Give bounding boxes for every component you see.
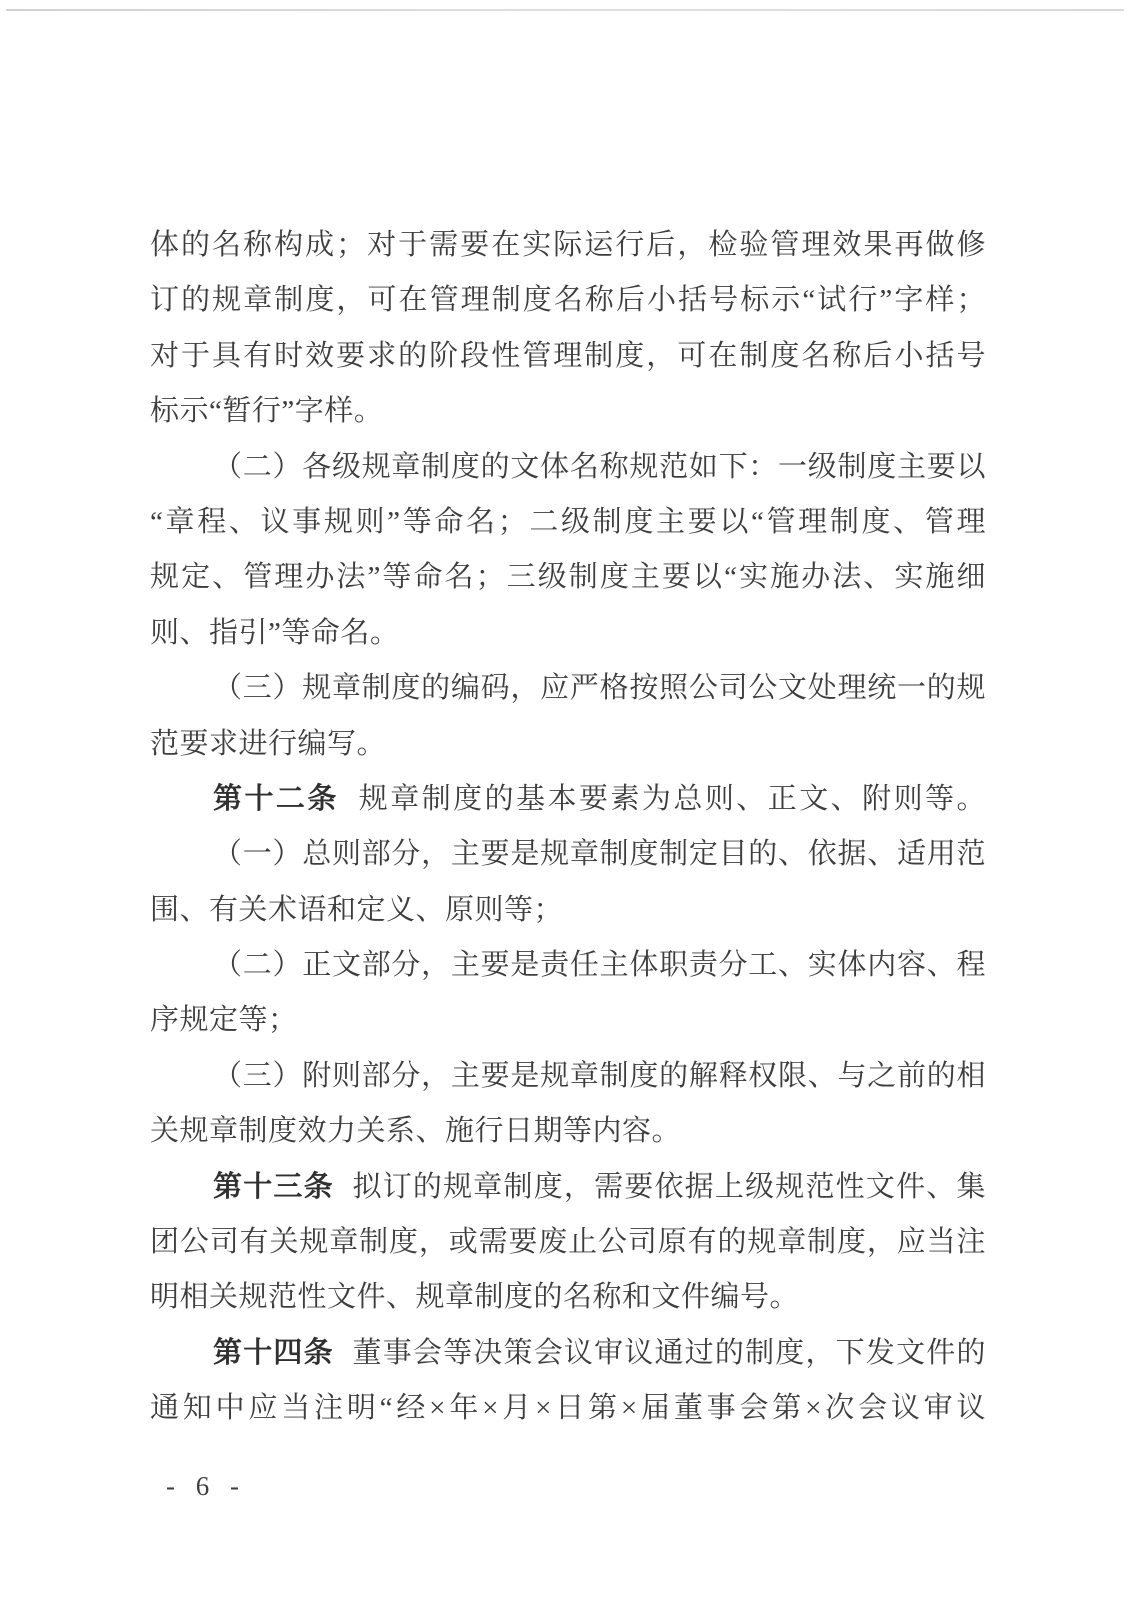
line-text: 范要求进行编写。 — [150, 727, 387, 760]
line-text: （三）规章制度的编码，应严格按照公司公文处理统一的规 — [213, 672, 986, 705]
line-text: “章程、议事规则”等命名；二级制度主要以“管理制度、管理 — [150, 505, 986, 538]
text-line-article-12 — [150, 772, 986, 827]
text-line — [150, 827, 986, 882]
line-text: 董事会等决策会议审议通过的制度，下发文件的 — [351, 1336, 986, 1369]
scan-artifact-line — [6, 9, 1124, 11]
line-text: 则、指引”等命名。 — [150, 616, 400, 649]
text-line — [150, 1104, 986, 1159]
line-text: 序规定等； — [150, 1004, 298, 1037]
text-line-article-13 — [150, 1160, 986, 1215]
text-line — [150, 993, 986, 1048]
line-text: （一）总则部分，主要是规章制度制定目的、依据、适用范 — [213, 838, 986, 871]
article-number: 第十四条 — [213, 1336, 334, 1369]
line-text: （二）各级规章制度的文体名称规范如下：一级制度主要以 — [213, 450, 986, 483]
line-text: 关规章制度效力关系、施行日期等内容。 — [150, 1115, 682, 1148]
text-line — [150, 1381, 986, 1436]
text-line — [150, 273, 986, 328]
line-text: 团公司有关规章制度，或需要废止公司原有的规章制度，应当注 — [150, 1226, 986, 1259]
line-text: （三）附则部分，主要是规章制度的解释权限、与之前的相 — [213, 1059, 986, 1092]
text-line-article-14 — [150, 1326, 986, 1381]
line-text: 对于具有时效要求的阶段性管理制度，可在制度名称后小括号 — [150, 339, 986, 372]
text-line — [150, 938, 986, 993]
line-text: 明相关规范性文件、规章制度的名称和文件编号。 — [150, 1281, 800, 1314]
text-line — [150, 661, 986, 716]
text-line — [150, 218, 986, 273]
text-line — [150, 495, 986, 550]
line-text: 体的名称构成；对于需要在实际运行后，检验管理效果再做修 — [150, 229, 986, 261]
line-text: 标示“暂行”字样。 — [150, 395, 384, 428]
line-text: 规定、管理办法”等命名；三级制度主要以“实施办法、实施细 — [150, 561, 986, 594]
text-line — [150, 1049, 986, 1104]
line-text: 通知中应当注明“经×年×月×日第×届董事会第×次会议审议 — [150, 1392, 986, 1425]
text-line — [150, 883, 986, 938]
text-line — [150, 1215, 986, 1270]
text-line — [150, 550, 986, 605]
document-body — [150, 218, 986, 1437]
line-text: （二）正文部分，主要是责任主体职责分工、实体内容、程 — [213, 949, 986, 982]
article-number: 第十三条 — [213, 1170, 334, 1203]
page-number: - 6 - — [166, 1471, 246, 1501]
text-line — [150, 717, 986, 772]
text-line — [150, 606, 986, 661]
line-text: 围、有关术语和定义、原则等； — [150, 893, 564, 926]
text-line — [150, 440, 986, 495]
line-text: 规章制度的基本要素为总则、正文、附则等。 — [356, 782, 986, 815]
line-text: 订的规章制度，可在管理制度名称后小括号标示“试行”字样； — [150, 284, 986, 317]
text-line — [150, 329, 986, 384]
text-line — [150, 1270, 986, 1325]
line-text: 拟订的规章制度，需要依据上级规范性文件、集 — [351, 1170, 986, 1203]
text-line — [150, 384, 986, 439]
article-number: 第十二条 — [213, 782, 339, 815]
